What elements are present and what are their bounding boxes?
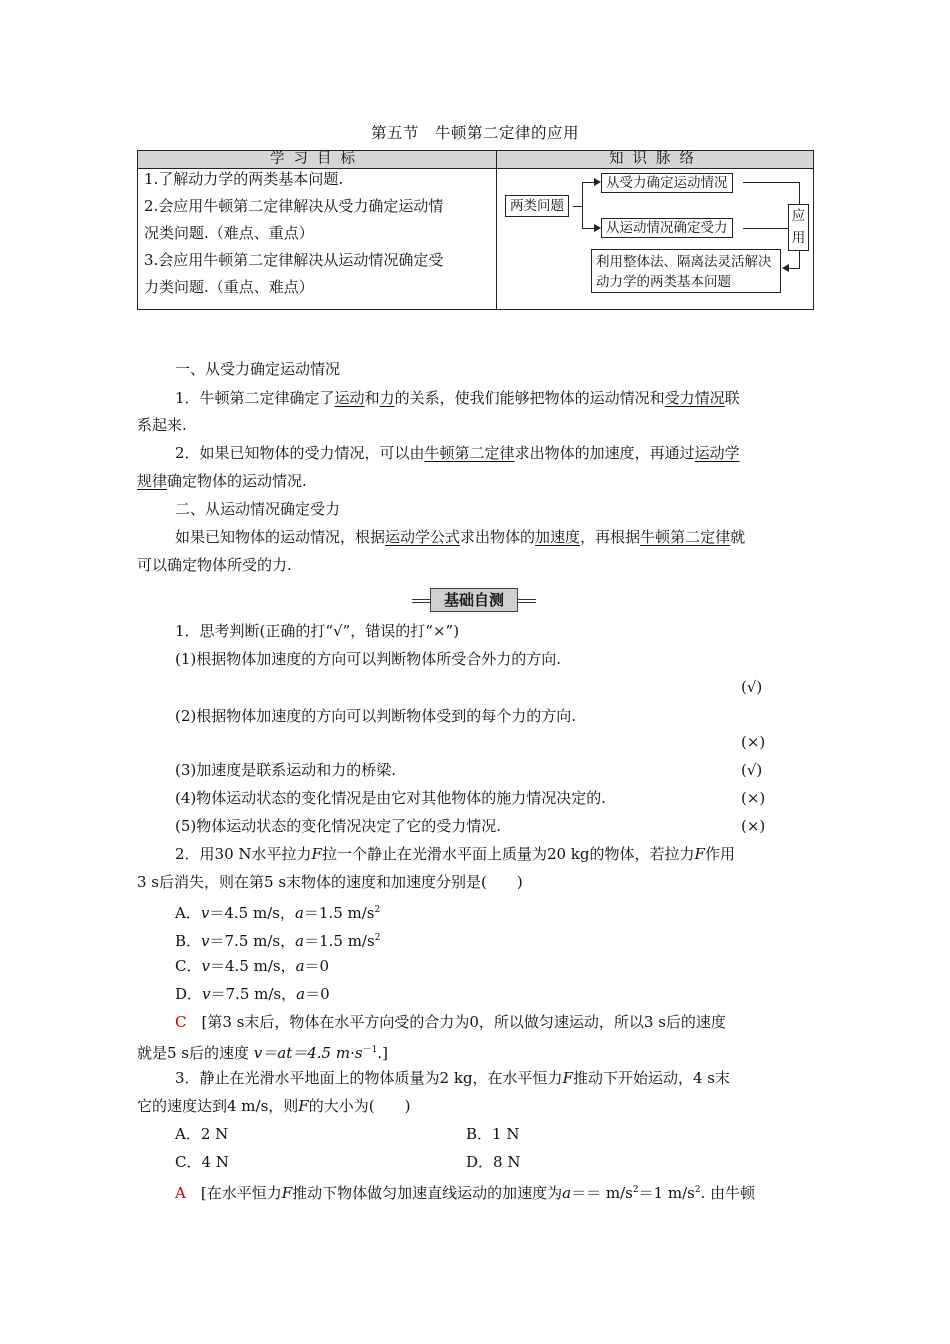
q2-explanation [137,1008,815,1036]
blank-answer: 规律 [137,472,168,490]
q1-item-mark: (×) [741,789,766,807]
var-F: F [281,1184,293,1202]
q1-item: (2)根据物体加速度的方向可以判断物体受到的每个力的方向. [175,707,577,725]
text: 1．牛顿第二定律确定了 [175,389,335,407]
superscript: －1 [362,1045,378,1055]
option-letter: C． [175,957,202,975]
var-v: v [202,985,211,1003]
objectives-table [137,150,814,310]
var-F: F [694,845,705,863]
map-summary-box [591,249,781,293]
q2-stem [137,840,815,868]
text: ＝＝ m/s [571,1184,633,1202]
var-a: a [294,904,304,922]
answer-letter: A [175,1184,186,1202]
text: 联 [724,389,740,407]
text: 2．如果已知物体的受力情况，可以由 [175,444,425,462]
var-v: v [201,957,210,975]
q1-item: (1)根据物体加速度的方向可以判断物体所受合外力的方向. [175,650,562,668]
text: ＝7.5 m/s， [210,985,297,1003]
superscript: 2 [374,933,381,943]
q1-item: (3)加速度是联系运动和力的桥梁. [175,761,397,779]
q1-item: (4)物体运动状态的变化情况是由它对其他物体的施力情况决定的. [175,789,607,807]
map-apply-box: 应用 [788,204,809,251]
section1-heading: 一、从受力确定运动情况 [175,360,341,378]
var-a: a [296,985,306,1003]
knowledge-map-header: 知识脉络 [609,151,703,167]
var-a: a [295,957,305,975]
formula: v＝at＝4.5 m·s [253,1044,363,1062]
text: ＝1.5 m/s [304,932,375,950]
q1-item: (5)物体运动状态的变化情况决定了它的受力情况. [175,817,502,835]
text: ＝1 m/s [638,1184,695,1202]
text: 的关系，使我们能够把物体的运动情况和 [394,389,665,407]
q1-item-mark: (×) [741,817,766,835]
blank-answer: 加速度 [535,528,581,546]
q3-stem [137,1064,815,1092]
q2-option-b [175,924,575,955]
q1-stem: 1．思考判断(正确的打“√”，错误的打“×”) [175,622,460,640]
section1-p2-cont [137,467,815,495]
arrow-right-icon [594,178,601,186]
q2-explanation-cont [137,1036,815,1067]
section1-p2 [137,439,815,467]
text: 就 [730,528,746,546]
map-summary-line: 利用整体法、隔离法灵活解决 [596,254,772,270]
text: 它的速度达到4 m/s，则 [137,1097,299,1115]
text: 推动下开始运动，4 s末 [572,1069,730,1087]
var-a: a [562,1184,572,1202]
map-connector [573,206,582,207]
section1-p1-cont: 系起来. [137,416,187,434]
text: [在水平恒力 [200,1184,282,1202]
map-root-box: 两类问题 [505,195,569,217]
option-letter: A． [175,904,201,922]
q3-option-b: B．1 N [466,1125,520,1143]
text: 确定物体的运动情况. [167,472,307,490]
text: ＝0 [304,957,330,975]
map-connector [743,228,788,229]
blank-answer: 牛顿第二定律 [424,444,515,462]
learning-goals-header: 学习目标 [270,151,364,167]
answer-letter: C [175,1013,187,1031]
blank-answer: 受力情况 [664,389,725,407]
self-test-banner [412,588,536,612]
section1-p1 [137,384,815,412]
goal-line: 2.会应用牛顿第二定律解决从受力确定运动情 [144,197,444,215]
blank-answer: 运动学公式 [385,528,461,546]
text: 3．静止在光滑水平地面上的物体质量为2 kg，在水平恒力 [175,1069,563,1087]
text: 作用 [704,845,735,863]
blank-answer: 运动 [334,389,365,407]
superscript: 2 [374,905,381,915]
text: 求出物体的加速度，再通过 [514,444,695,462]
superscript: 2 [694,1185,701,1195]
map-connector [582,182,594,183]
page-title: 第五节 牛顿第二定律的应用 [370,124,579,142]
map-branch-force-to-motion: 从受力确定运动情况 [601,173,733,193]
map-connector [789,268,800,269]
text: ＝4.5 m/s， [209,904,295,922]
banner-label: 基础自测 [430,588,518,612]
goal-line: 力类问题.（重点、难点） [144,278,314,296]
text: 和 [364,389,380,407]
var-v: v [201,932,210,950]
q2-option-c [175,952,575,980]
map-connector [799,251,800,269]
section2-p-cont: 可以确定物体所受的力. [137,556,292,574]
var-F: F [298,1097,309,1115]
map-connector [582,228,594,229]
map-connector [799,182,800,204]
text: 的大小为( ) [308,1097,411,1115]
text: 拉一个静止在光滑水平面上质量为20 kg的物体，若拉力 [321,845,695,863]
q3-stem-cont [137,1092,815,1120]
text: 2．用30 N水平拉力 [175,845,312,863]
text: ＝0 [305,985,330,1003]
q3-explanation [137,1176,815,1207]
text: [第3 s末后，物体在水平方向受的合力为0，所以做匀速运动，所以3 s后的速度 [201,1013,726,1031]
option-letter: B． [175,932,202,950]
section2-heading: 二、从运动情况确定受力 [175,500,341,518]
goal-line: 况类问题.（难点、重点） [144,224,314,242]
goal-line: 3.会应用牛顿第二定律解决从运动情况确定受 [144,251,444,269]
q1-item-mark: (√) [741,761,763,779]
q2-option-d [175,980,575,1008]
arrow-right-icon [594,224,601,232]
section2-p [137,523,815,551]
q3-option-c: C．4 N [175,1153,229,1171]
q1-item-mark: (×) [741,733,766,751]
q3-option-a: A．2 N [175,1125,229,1143]
blank-answer: 运动学 [694,444,740,462]
q2-stem-cont: 3 s后消失，则在第5 s末物体的速度和加速度分别是( ) [137,873,523,891]
text: 推动下物体做匀加速直线运动的加速度为 [292,1184,563,1202]
text: .] [377,1044,388,1062]
map-branch-motion-to-force: 从运动情况确定受力 [601,218,733,238]
text: ＝7.5 m/s， [209,932,296,950]
arrow-left-icon [782,264,789,272]
text: 就是5 s后的速度 [137,1044,250,1062]
var-F: F [562,1069,573,1087]
table-divider [496,151,497,309]
q2-option-a [175,896,575,927]
q1-item-mark: (√) [741,678,763,696]
option-letter: D． [175,985,203,1003]
map-summary-line: 动力学的两类基本问题 [596,274,731,290]
text: ，再根据 [580,528,641,546]
superscript: 2 [632,1185,639,1195]
text: 如果已知物体的运动情况，根据 [175,528,386,546]
q3-option-d: D．8 N [466,1153,521,1171]
text: . 由牛顿 [700,1184,756,1202]
map-connector [743,182,799,183]
var-F: F [311,845,322,863]
text: 求出物体的 [460,528,536,546]
var-v: v [200,904,210,922]
blank-answer: 牛顿第二定律 [640,528,731,546]
var-a: a [295,932,305,950]
text: ＝4.5 m/s， [209,957,296,975]
goal-line: 1.了解动力学的两类基本问题. [144,170,344,188]
map-connector [582,182,583,229]
text: ＝1.5 m/s [303,904,375,922]
blank-answer: 力 [379,389,395,407]
